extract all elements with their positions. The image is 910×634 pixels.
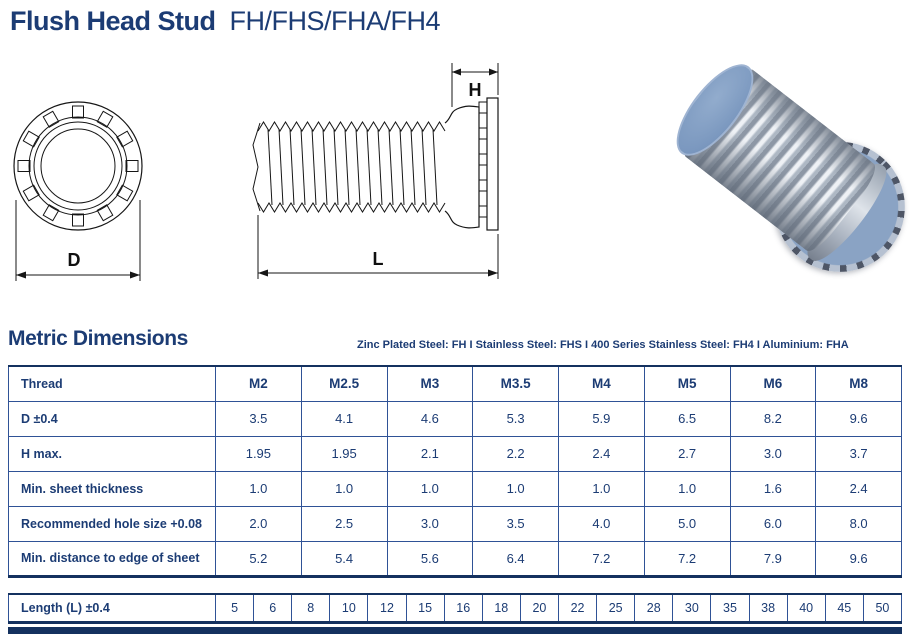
- length-label: Length (L) ±0.4: [9, 594, 216, 622]
- section-heading: Metric Dimensions: [8, 327, 188, 350]
- row-label: Min. sheet thickness: [9, 471, 216, 506]
- head-and-flange: [445, 98, 498, 230]
- length-value: 35: [711, 594, 749, 622]
- length-value: 18: [482, 594, 520, 622]
- length-value: 45: [825, 594, 863, 622]
- cell: 1.6: [730, 471, 816, 506]
- col-header: M6: [730, 366, 816, 401]
- length-value: 16: [444, 594, 482, 622]
- cell: 2.1: [387, 436, 473, 471]
- cell: 1.0: [301, 471, 387, 506]
- cell: 7.9: [730, 541, 816, 576]
- footer-bar: [8, 627, 902, 634]
- length-value: 12: [368, 594, 406, 622]
- length-value: 8: [292, 594, 330, 622]
- col-header: M4: [559, 366, 645, 401]
- cell: 1.0: [644, 471, 730, 506]
- cell: 4.1: [301, 401, 387, 436]
- cell: 5.6: [387, 541, 473, 576]
- table-header-row: [9, 366, 902, 401]
- cell: 3.0: [730, 436, 816, 471]
- cell: 7.2: [559, 541, 645, 576]
- side-view-drawing: [248, 57, 513, 292]
- metric-dimensions-table: [8, 365, 902, 578]
- length-value: 6: [254, 594, 292, 622]
- knurl-teeth: [18, 106, 138, 226]
- table-row: [9, 401, 902, 436]
- cell: 5.3: [473, 401, 559, 436]
- length-value: 38: [749, 594, 787, 622]
- col-header: M3.5: [473, 366, 559, 401]
- stud-render: [665, 53, 910, 292]
- cell: 3.0: [387, 506, 473, 541]
- materials-note: Zinc Plated Steel: FH I Stainless Steel: FHS I 400 Series Stainless Steel: FH4 I Aluminium: FHA: [357, 339, 849, 351]
- dimension-l: [258, 215, 498, 279]
- cell: 6.4: [473, 541, 559, 576]
- length-value: 22: [558, 594, 596, 622]
- cell: 1.0: [387, 471, 473, 506]
- cell: 2.5: [301, 506, 387, 541]
- cell: 1.95: [301, 436, 387, 471]
- front-view-drawing: [5, 57, 165, 292]
- cell: 5.9: [559, 401, 645, 436]
- cell: 5.0: [644, 506, 730, 541]
- page-title: [10, 6, 440, 37]
- cell: 6.0: [730, 506, 816, 541]
- length-table: [8, 593, 902, 624]
- cell: 3.5: [473, 506, 559, 541]
- cell: 5.2: [216, 541, 302, 576]
- length-value: 40: [787, 594, 825, 622]
- row-label: Recommended hole size +0.08: [9, 506, 216, 541]
- dimension-l-label: L: [372, 249, 384, 269]
- table-row: [9, 471, 902, 506]
- length-value: 30: [673, 594, 711, 622]
- cell: 6.5: [644, 401, 730, 436]
- cell: 2.4: [816, 471, 902, 506]
- cell: 3.5: [216, 401, 302, 436]
- col-header: M5: [644, 366, 730, 401]
- row-label: D ±0.4: [9, 401, 216, 436]
- length-row: [9, 594, 902, 622]
- cell: 2.0: [216, 506, 302, 541]
- cell: 8.0: [816, 506, 902, 541]
- dimension-d-label: D: [67, 250, 81, 270]
- length-value: 25: [597, 594, 635, 622]
- length-value: 28: [635, 594, 673, 622]
- row-label: H max.: [9, 436, 216, 471]
- cell: 3.7: [816, 436, 902, 471]
- cell: 1.95: [216, 436, 302, 471]
- table-row: [9, 541, 902, 576]
- product-name: Flush Head Stud: [10, 6, 216, 36]
- table-row: [9, 506, 902, 541]
- length-value: 15: [406, 594, 444, 622]
- length-value: 50: [863, 594, 901, 622]
- cell: 8.2: [730, 401, 816, 436]
- col-header-thread: Thread: [9, 366, 216, 401]
- cell: 2.7: [644, 436, 730, 471]
- dimension-d: [16, 200, 140, 281]
- length-value: 10: [330, 594, 368, 622]
- cell: 7.2: [644, 541, 730, 576]
- cell: 1.0: [473, 471, 559, 506]
- product-codes: FH/FHS/FHA/FH4: [229, 6, 441, 36]
- cell: 1.0: [216, 471, 302, 506]
- cell: 1.0: [559, 471, 645, 506]
- thread-profile: [253, 122, 445, 212]
- cell: 9.6: [816, 401, 902, 436]
- row-label: Min. distance to edge of sheet: [9, 541, 216, 576]
- table-row: [9, 436, 902, 471]
- stud-photo: [640, 40, 910, 300]
- dimension-h: [452, 63, 498, 107]
- cell: 2.4: [559, 436, 645, 471]
- cell: 9.6: [816, 541, 902, 576]
- length-value: 5: [216, 594, 254, 622]
- col-header: M3: [387, 366, 473, 401]
- col-header: M8: [816, 366, 902, 401]
- cell: 5.4: [301, 541, 387, 576]
- col-header: M2: [216, 366, 302, 401]
- cell: 2.2: [473, 436, 559, 471]
- length-value: 20: [520, 594, 558, 622]
- cell: 4.6: [387, 401, 473, 436]
- dimension-h-label: H: [468, 80, 482, 100]
- flange-front-outline: [14, 102, 142, 230]
- cell: 4.0: [559, 506, 645, 541]
- col-header: M2.5: [301, 366, 387, 401]
